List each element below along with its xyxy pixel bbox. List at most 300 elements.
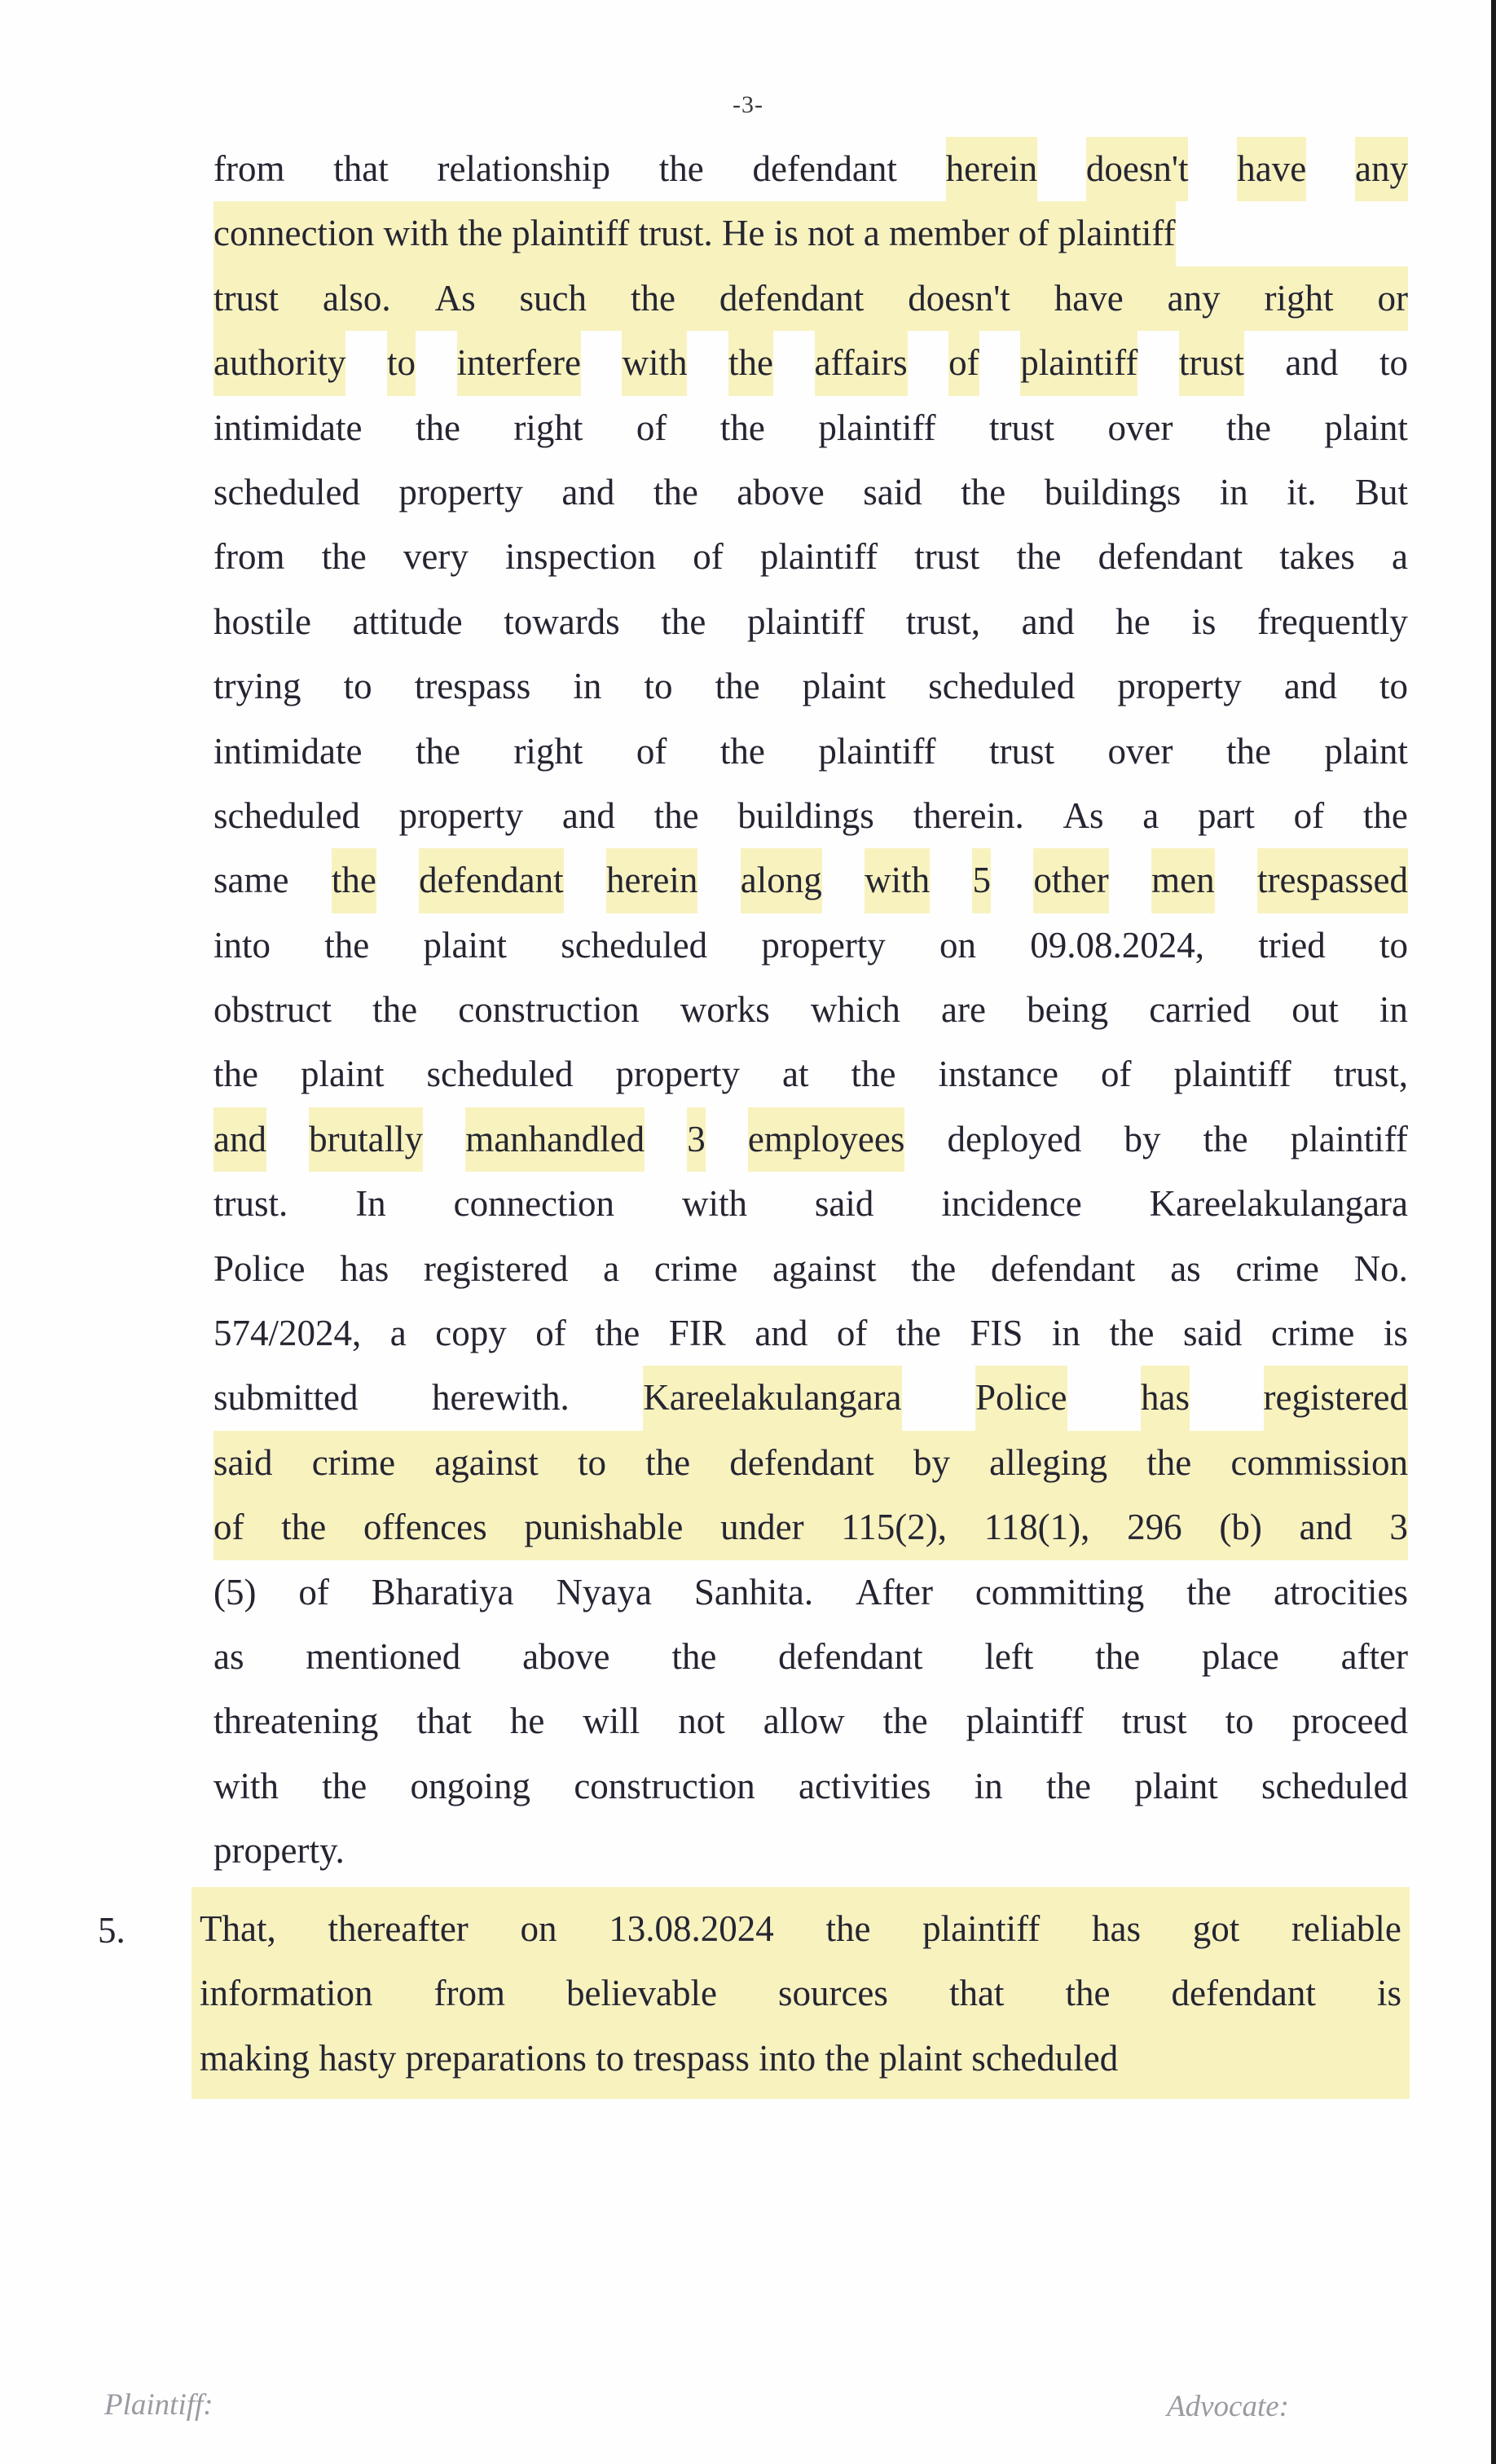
plain-text: the [1095, 1635, 1141, 1677]
plain-text: of [836, 1313, 868, 1354]
plain-text: scheduled [213, 794, 360, 836]
plain-text: defendant [778, 1635, 923, 1677]
plain-text: such [519, 277, 587, 319]
plain-text: property [398, 471, 523, 513]
text-line [213, 266, 1408, 331]
plain-text: a [389, 1313, 407, 1354]
plain-text: (5) [213, 1571, 257, 1613]
plain-text: the [372, 989, 418, 1031]
plain-text: the [324, 924, 370, 966]
plain-text: trust, [905, 601, 980, 642]
plain-text: on [939, 924, 977, 966]
plain-text: mentioned [306, 1635, 461, 1677]
plain-text: reliable [1291, 1908, 1401, 1949]
plain-text: by [1124, 1118, 1161, 1159]
plain-text: he [509, 1701, 545, 1742]
plain-text: the [321, 536, 367, 578]
plain-text: in [1379, 989, 1408, 1031]
plain-text: have [1054, 277, 1124, 319]
highlighted-text: manhandled [465, 1107, 645, 1172]
plain-text: plaintiff [1173, 1054, 1291, 1095]
plain-text: inspection [505, 536, 657, 578]
plain-text: from [433, 1973, 505, 2014]
plain-text: trust [1121, 1701, 1187, 1742]
text-line [213, 1560, 1408, 1625]
plain-text: that [948, 1973, 1005, 2014]
plain-text: out [1291, 989, 1339, 1031]
plain-text: trust [914, 536, 980, 578]
text-line [213, 784, 1408, 848]
highlighted-text: registered [1264, 1366, 1408, 1430]
plain-text: the [1186, 1571, 1232, 1613]
paragraph-5-highlighted-block [191, 1887, 1410, 2099]
plain-text: attitude [352, 601, 463, 642]
plain-text: by [913, 1441, 950, 1483]
plain-text: trust [988, 407, 1054, 448]
text-line [213, 1042, 1408, 1107]
plain-text: trust, [1333, 1054, 1408, 1095]
plain-text: the [719, 730, 765, 772]
plain-text: a [1391, 536, 1408, 578]
highlighted-text: employees [748, 1107, 904, 1172]
plain-text: against [772, 1247, 877, 1289]
plain-text: allow [763, 1701, 845, 1742]
plain-text: and [1285, 342, 1339, 384]
plain-text: plaint [1134, 1765, 1218, 1806]
plain-text: believable [566, 1973, 717, 2014]
plain-text: (b) [1219, 1507, 1262, 1548]
text-line [213, 331, 1408, 395]
plain-text: will [583, 1701, 640, 1742]
plain-text: crime [1270, 1313, 1355, 1354]
highlighted-text: connection with the plaintiff trust. He is not a member of plaintiff [213, 201, 1176, 266]
text-line [191, 1961, 1410, 2026]
plain-text: right [513, 407, 583, 448]
plain-text: the [882, 1701, 928, 1742]
plain-text: in [1219, 471, 1248, 513]
plain-text: FIR [668, 1313, 726, 1354]
text-line [213, 848, 1408, 913]
plain-text: part [1197, 794, 1255, 836]
highlighted-text: the [728, 331, 773, 395]
plain-text: very [403, 536, 469, 578]
highlighted-text: with [865, 848, 930, 913]
plain-text: trust [213, 277, 279, 319]
plain-text: tried [1258, 924, 1326, 966]
plain-text: as [213, 1635, 244, 1677]
text-line [213, 1689, 1408, 1753]
plain-text: a [1142, 794, 1159, 836]
plain-text: said [814, 1183, 874, 1225]
highlighted-text: making hasty preparations to trespass into the plaint scheduled [200, 2026, 1118, 2091]
plain-text: commission [1230, 1441, 1408, 1483]
plain-text: right [513, 730, 583, 772]
advocate-signature-label: Advocate: [1167, 2390, 1289, 2423]
plain-text: said [213, 1441, 273, 1483]
highlighted-text: Kareelakulangara [643, 1366, 901, 1430]
plain-text: at [781, 1054, 809, 1095]
plain-text: punishable [524, 1507, 684, 1548]
plain-text: intimidate [213, 407, 363, 448]
text-line [213, 1754, 1408, 1819]
plain-text: Kareelakulangara [1149, 1183, 1408, 1225]
plain-text: got [1192, 1908, 1240, 1949]
highlighted-text: defendant [419, 848, 563, 913]
plain-text: the [1109, 1313, 1155, 1354]
plain-text: the [715, 666, 760, 707]
plain-text: left [984, 1635, 1034, 1677]
plain-text: with [213, 1765, 279, 1806]
plain-text: are [941, 989, 986, 1031]
plain-text: defendant [991, 1247, 1136, 1289]
plain-text: is [1191, 601, 1217, 642]
plain-text: sources [777, 1973, 888, 2014]
plain-text: against [434, 1441, 539, 1483]
plain-text: of [1293, 794, 1325, 836]
plaintiff-signature-label: Plaintiff: [104, 2388, 213, 2422]
plain-text: thereafter [328, 1908, 469, 1949]
plain-text: property [398, 794, 524, 836]
plain-text: that [333, 148, 389, 189]
plain-text: of [636, 407, 667, 448]
plain-text: 13.08.2024 [609, 1908, 774, 1949]
highlighted-text: affairs [815, 331, 908, 395]
plain-text: it. [1287, 471, 1317, 513]
plain-text: right [1264, 277, 1334, 319]
text-line [213, 201, 1408, 266]
plain-text: with [681, 1183, 747, 1225]
plain-text: the [322, 1765, 367, 1806]
highlighted-text: to [387, 331, 416, 395]
plain-text: the [1065, 1973, 1111, 2014]
plain-text: plaintiff [759, 536, 878, 578]
plain-text: trying [213, 666, 301, 707]
plain-text: 09.08.2024, [1030, 924, 1205, 966]
plain-text: doesn't [908, 277, 1010, 319]
plain-text: plaint [423, 924, 507, 966]
highlighted-text: with [622, 331, 687, 395]
plain-text: of [1100, 1054, 1132, 1095]
plain-text: said [863, 471, 922, 513]
plain-text: any [1167, 277, 1221, 319]
text-line [213, 590, 1408, 654]
plain-text: Bharatiya [371, 1571, 514, 1613]
plain-text: above [737, 471, 825, 513]
plain-text: the [653, 794, 699, 836]
page-number: -3- [733, 91, 763, 118]
highlighted-text: other [1033, 848, 1108, 913]
plain-text: But [1354, 471, 1408, 513]
plain-text: scheduled [426, 1054, 574, 1095]
plain-text: same [213, 860, 289, 901]
plain-text: 115(2), [841, 1507, 947, 1548]
plain-text: alleging [989, 1441, 1108, 1483]
plain-text: the [1146, 1441, 1192, 1483]
plain-text: activities [799, 1765, 931, 1806]
plain-text: to [1225, 1701, 1254, 1742]
plain-text: of [693, 536, 724, 578]
plain-text: buildings [737, 794, 874, 836]
text-line [213, 654, 1408, 719]
paragraph-4-body [213, 137, 1408, 1884]
plain-text: instance [938, 1054, 1058, 1095]
plain-text: said [1182, 1313, 1243, 1354]
plain-text: the [645, 1441, 691, 1483]
plain-text: to [1379, 924, 1408, 966]
plain-text: from [213, 148, 285, 189]
plain-text: to [577, 1441, 606, 1483]
highlighted-text: men [1151, 848, 1214, 913]
plain-text: plaint [301, 1054, 385, 1095]
plain-text: in [974, 1765, 1003, 1806]
plain-text: of [213, 1507, 244, 1548]
plain-text: the [1203, 1118, 1248, 1159]
plain-text: 296 [1127, 1507, 1182, 1548]
plain-text: property [615, 1054, 740, 1095]
plain-text: and [1299, 1507, 1353, 1548]
plain-text: As [434, 277, 476, 319]
plain-text: carried [1149, 989, 1252, 1031]
plain-text: in [1051, 1313, 1080, 1354]
plain-text: obstruct [213, 989, 332, 1031]
plain-text: above [522, 1635, 610, 1677]
plain-text: on [520, 1908, 557, 1949]
plain-text: construction [458, 989, 640, 1031]
highlighted-text: of [948, 331, 979, 395]
highlighted-text: any [1355, 137, 1408, 201]
plain-text: to [1379, 666, 1408, 707]
text-line [213, 913, 1408, 978]
plain-text: proceed [1291, 1701, 1408, 1742]
plain-text: of [535, 1313, 566, 1354]
plain-text: scheduled [928, 666, 1076, 707]
plain-text: 118(1), [983, 1507, 1090, 1548]
plain-text: to [644, 666, 673, 707]
text-line [213, 525, 1408, 589]
plain-text: he [1115, 601, 1151, 642]
plain-text: that [416, 1701, 472, 1742]
plain-text: property [761, 924, 886, 966]
text-line [213, 1819, 1408, 1883]
plain-text: atrocities [1274, 1571, 1408, 1613]
plain-text: has [1092, 1908, 1142, 1949]
plain-text: is [1383, 1313, 1408, 1354]
plain-text: threatening [213, 1701, 379, 1742]
highlighted-text: trust [1179, 331, 1244, 395]
plain-text: intimidate [213, 730, 363, 772]
plain-text: crime [653, 1247, 738, 1289]
plain-text: Sanhita. [693, 1571, 814, 1613]
text-line [213, 1237, 1408, 1301]
plain-text: the [851, 1054, 896, 1095]
plain-text: the [630, 277, 675, 319]
plain-text: trust. [213, 1183, 288, 1225]
highlighted-text: 3 [687, 1107, 706, 1172]
plain-text: the [415, 730, 460, 772]
plain-text: the [961, 471, 1006, 513]
text-line [191, 2026, 1410, 2091]
plain-text: ongoing [410, 1765, 531, 1806]
plain-text: into [213, 924, 271, 966]
plain-text: in [573, 666, 602, 707]
plain-text: plaintiff [818, 407, 936, 448]
plain-text: trust [988, 730, 1054, 772]
plain-text: copy [435, 1313, 507, 1354]
plain-text: construction [574, 1765, 755, 1806]
text-line [213, 1172, 1408, 1236]
plain-text: therein. [913, 794, 1024, 836]
plain-text: offences [363, 1507, 487, 1548]
plain-text: plaintiff [818, 730, 936, 772]
highlighted-text: authority [213, 331, 345, 395]
text-line [213, 1495, 1408, 1560]
text-line [191, 1897, 1410, 1961]
plain-text: the [415, 407, 460, 448]
plain-text: the [1016, 536, 1062, 578]
plain-text: and [561, 471, 615, 513]
plain-text: the [825, 1908, 871, 1949]
plain-text: plaintiff [966, 1701, 1084, 1742]
plain-text: not [678, 1701, 725, 1742]
text-line [213, 1366, 1408, 1430]
plain-text: which [810, 989, 900, 1031]
plain-text: the [895, 1313, 941, 1354]
highlighted-text: trespassed [1257, 848, 1408, 913]
plain-text: scheduled [213, 471, 360, 513]
plain-text: is [1376, 1973, 1401, 2014]
plain-text: the [653, 471, 698, 513]
plain-text: FIS [970, 1313, 1023, 1354]
plain-text: No. [1353, 1247, 1408, 1289]
plain-text: scheduled [1261, 1765, 1408, 1806]
highlighted-text: 5 [972, 848, 991, 913]
plain-text: plaint [1324, 407, 1408, 448]
plain-text: over [1107, 730, 1173, 772]
plain-text: plaintiff [1290, 1118, 1408, 1159]
plain-text: towards [504, 601, 620, 642]
plain-text: defendant [1098, 536, 1243, 578]
plain-text: In [355, 1183, 386, 1225]
plain-text: to [1379, 342, 1408, 384]
plain-text: registered [423, 1247, 569, 1289]
plain-text: takes [1279, 536, 1355, 578]
plain-text: submitted [213, 1377, 359, 1419]
plain-text: defendant [1171, 1973, 1316, 2014]
plain-text: crime [311, 1441, 396, 1483]
plain-text: the [595, 1313, 640, 1354]
text-line [213, 137, 1408, 201]
plain-text: 574/2024, [213, 1313, 362, 1354]
text-line [213, 1301, 1408, 1366]
plain-text: That, [200, 1908, 276, 1949]
plain-text: defendant [719, 277, 865, 319]
text-line [213, 460, 1408, 525]
plain-text: property. [213, 1830, 345, 1872]
plain-text: over [1107, 407, 1173, 448]
plain-text: being [1027, 989, 1109, 1031]
plain-text: also. [322, 277, 391, 319]
plain-text: from [213, 536, 285, 578]
text-line [213, 719, 1408, 784]
plain-text: Nyaya [556, 1571, 652, 1613]
plain-text: As [1063, 794, 1104, 836]
plain-text: After [855, 1571, 933, 1613]
plain-text: trespass [414, 666, 531, 707]
plain-text: a [603, 1247, 620, 1289]
highlighted-text: herein [606, 848, 697, 913]
plain-text: under [720, 1507, 804, 1548]
plain-text: the [1225, 407, 1271, 448]
plain-text: plaintiff [746, 601, 865, 642]
plain-text: defendant [729, 1441, 874, 1483]
text-line [213, 1431, 1408, 1495]
plain-text: information [200, 1973, 373, 2014]
plain-text: to [343, 666, 372, 707]
highlighted-text: brutally [309, 1107, 423, 1172]
plain-text: incidence [941, 1183, 1082, 1225]
text-line [213, 978, 1408, 1042]
text-line [213, 1107, 1408, 1172]
highlighted-text: interfere [457, 331, 581, 395]
plain-text: 3 [1389, 1507, 1408, 1548]
highlighted-text: the [332, 848, 376, 913]
plain-text: of [298, 1571, 329, 1613]
plain-text: the [1225, 730, 1271, 772]
plain-text: the [671, 1635, 717, 1677]
paragraph-5-number: 5. [98, 1910, 125, 1951]
plain-text: Police [213, 1247, 306, 1289]
highlighted-text: plaintiff [1020, 331, 1137, 395]
plain-text: scheduled [561, 924, 708, 966]
plain-text: crime [1235, 1247, 1319, 1289]
plain-text: hostile [213, 601, 311, 642]
plain-text: committing [975, 1571, 1145, 1613]
text-line [213, 1625, 1408, 1689]
plain-text: relationship [437, 148, 610, 189]
plain-text: the [1362, 794, 1408, 836]
plain-text: the [661, 601, 706, 642]
plain-text: and [1283, 666, 1337, 707]
highlighted-text: Police [975, 1366, 1067, 1430]
plain-text: of [636, 730, 667, 772]
plain-text: place [1201, 1635, 1279, 1677]
highlighted-text: have [1237, 137, 1306, 201]
plain-text: and [1021, 601, 1075, 642]
plain-text: and [755, 1313, 808, 1354]
plain-text: works [680, 989, 770, 1031]
text-line [213, 396, 1408, 460]
plain-text: buildings [1044, 471, 1181, 513]
plain-text: the [1046, 1765, 1092, 1806]
plain-text: plaint [802, 666, 887, 707]
plain-text: the [281, 1507, 327, 1548]
plain-text: the [213, 1054, 258, 1095]
plain-text: deployed [947, 1118, 1082, 1159]
plain-text: the [719, 407, 765, 448]
plain-text: plaint [1324, 730, 1408, 772]
plain-text: property [1117, 666, 1242, 707]
plain-text: as [1170, 1247, 1201, 1289]
plain-text: frequently [1256, 601, 1408, 642]
plain-text: defendant [752, 148, 897, 189]
plain-text: herewith. [432, 1377, 570, 1419]
plain-text: after [1340, 1635, 1408, 1677]
plain-text: has [340, 1247, 389, 1289]
plain-text: plaintiff [922, 1908, 1041, 1949]
highlighted-text: and [213, 1107, 266, 1172]
highlighted-text: along [741, 848, 822, 913]
plain-text: connection [453, 1183, 615, 1225]
